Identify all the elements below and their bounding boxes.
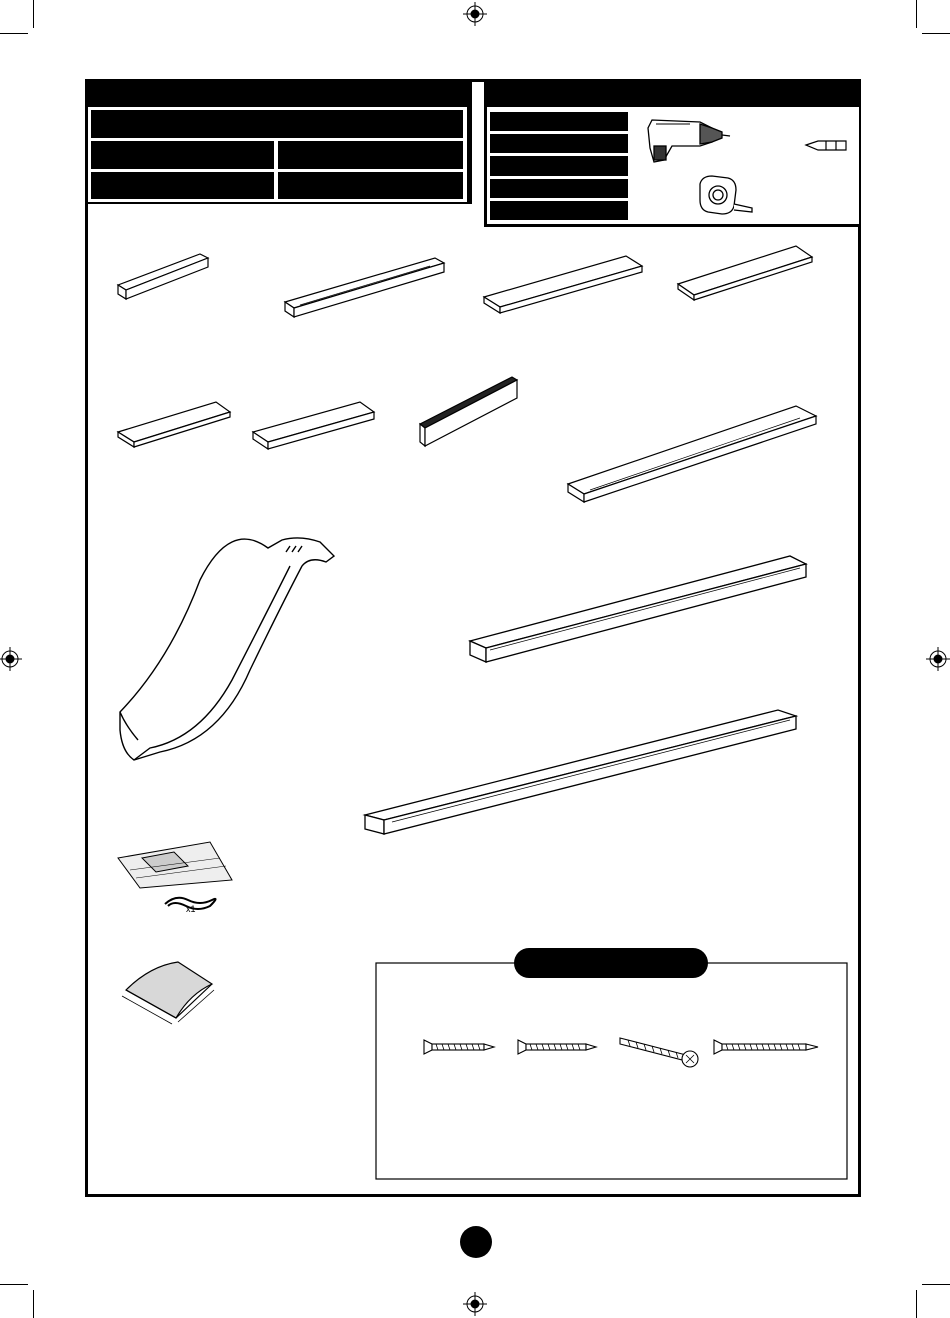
part-board-plank-b: [678, 246, 812, 300]
screwdriver-bit-icon: [806, 141, 846, 150]
hardware-title-pill: [514, 948, 708, 978]
part-board-plank-d: [253, 402, 374, 449]
part-board-beam-long: [285, 258, 444, 317]
instruction-sheet-icon: [118, 842, 232, 888]
page-number-badge: [460, 1226, 492, 1258]
tape-measure-icon: [700, 176, 752, 214]
part-board-plank-c: [118, 402, 230, 447]
part-beam-large-a: [470, 556, 806, 662]
part-rail-slotted: [420, 377, 517, 446]
slide-icon: [120, 538, 334, 760]
part-board-long-plank: [568, 406, 816, 502]
mat-icon: [122, 962, 214, 1024]
part-board-plank-a: [484, 256, 642, 313]
part-beam-large-b: [365, 710, 796, 834]
hardware-box: [376, 963, 847, 1179]
part-board-short-beam: [118, 254, 208, 299]
rope-quantity-label: x1: [186, 904, 196, 914]
drill-icon: [648, 120, 730, 162]
